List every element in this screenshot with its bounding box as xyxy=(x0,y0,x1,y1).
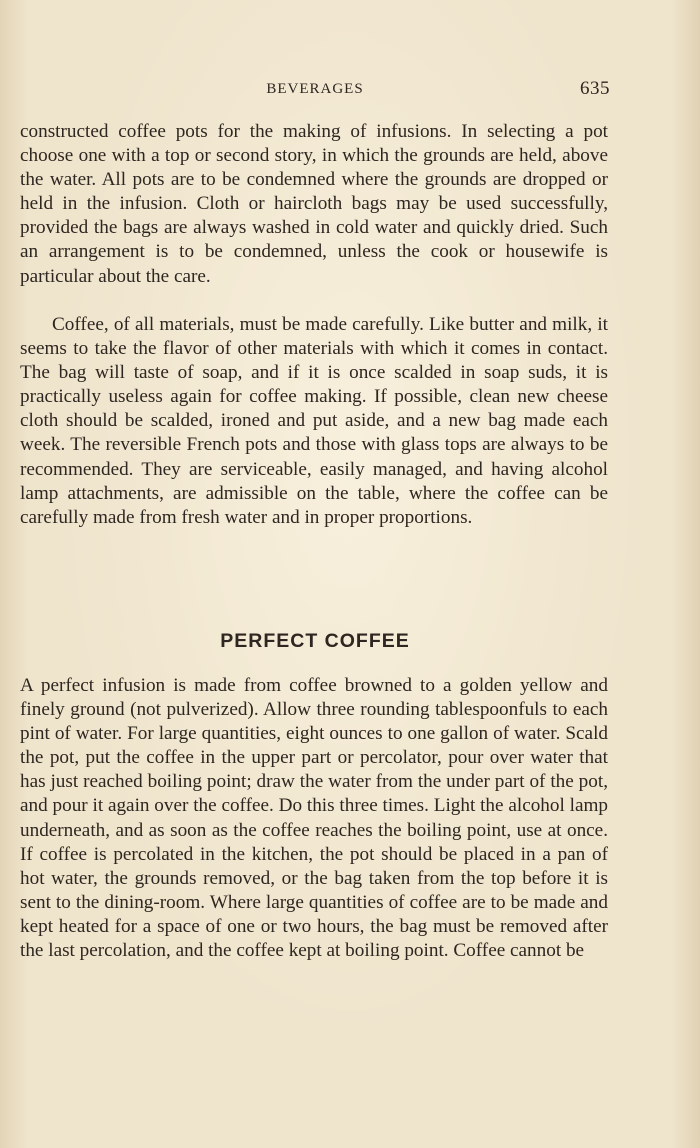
paragraph-coffee-materials: Coffee, of all materials, must be made carefully. Like butter and milk, it seems to take the flavor of other materials with which it comes in contact. The bag will taste of soap, and if it is once scalded in soap suds, it is practically useless again for coffee making. If possible, clean new cheese cloth should be scalded, ironed and put aside, and a new bag made each week. The reversible French pots and those with glass tops are always to be recommended. They are serviceable, easily managed, and having alcohol lamp attachments, are admissible on the table, where the coffee can be carefully made from fresh water and in proper proportions. xyxy=(20,314,608,528)
running-head xyxy=(20,78,610,102)
paragraph-continued: constructed coffee pots for the making of infusions. In selecting a pot choose one with a top or second story, in which the grounds are held, above the water. All pots are to be condemned where the grounds are dropped or held in the infusion. Cloth or haircloth bags may be used successfully, provided the bags are always washed in cold water and quickly dried. Such an arrangement is to be condemned, unless the cook or housewife is particular about the care. xyxy=(20,121,608,287)
running-title: BEVERAGES xyxy=(266,81,364,97)
paragraph-perfect-coffee: A perfect infusion is made from coffee browned to a golden yellow and finely ground (not pulverized). Allow three rounding tablespoonfuls to each pint of water. For large quantities, eight ounces to one gallon of water. Scald the pot, put the coffee in the upper part or percolator, pour over water that has just reached boiling point; draw the water from the under part of the pot, and pour it again over the coffee. Do this three times. Light the alcohol lamp underneath, and as soon as the coffee reaches the boiling point, use at once. If coffee is percolated in the kitchen, the pot should be placed in a pan of hot water, the grounds removed, or the bag taken from the top before it is sent to the dining-room. Where large quantities of coffee are to be made and kept heated for a space of one or two hours, the bag must be removed after the last percolation, and the coffee kept at boiling point. Coffee cannot be xyxy=(20,675,608,962)
section-heading: PERFECT COFFEE xyxy=(220,630,410,652)
page-number: 635 xyxy=(580,78,610,99)
